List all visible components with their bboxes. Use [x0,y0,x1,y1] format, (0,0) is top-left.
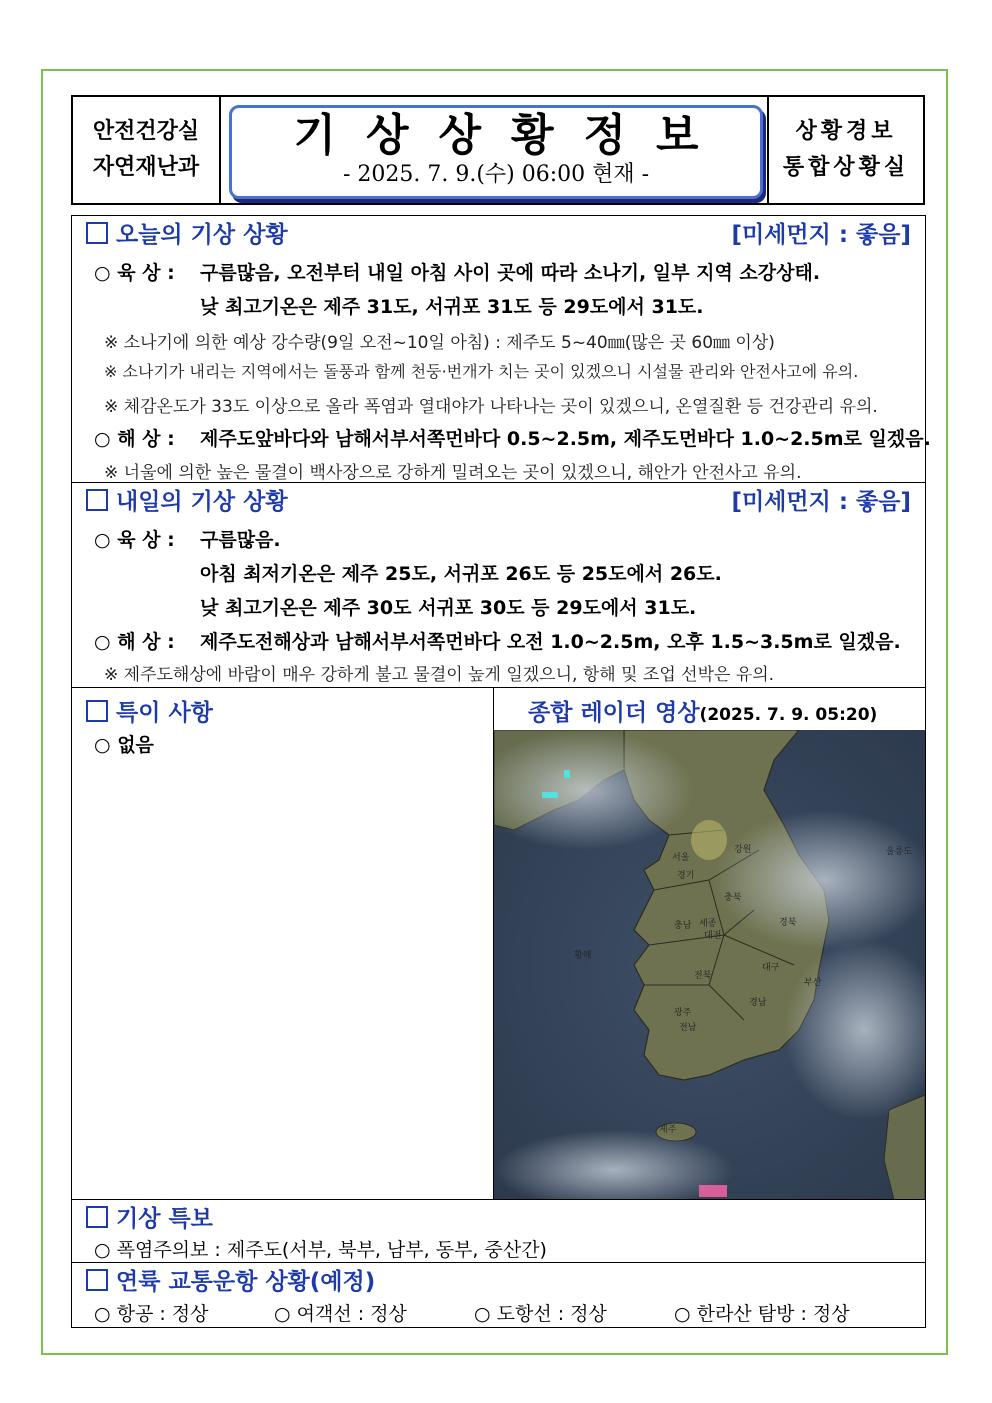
department-line-2: 자연재난과 [92,155,200,180]
radar-time: (2025. 7. 9. 05:20) [699,705,878,725]
map-label-jeonbuk: 전북 [694,971,712,981]
tomorrow-land-line-3: 낮 최고기온은 제주 30도 서귀포 30도 등 29도에서 31도. [200,597,697,619]
checkbox-icon [86,1206,108,1228]
map-label-jeju: 제주 [659,1125,677,1135]
today-heading [86,216,288,249]
today-dust: [미세먼지 : 좋음] [731,222,911,248]
map-label-gwangju: 광주 [674,1008,692,1018]
tomorrow-note: ※ 제주도해상에 바람이 매우 강하게 불고 물결이 높게 일겠으니, 항해 및 조업 선박은 유의. [104,665,775,685]
tomorrow-dust: [미세먼지 : 좋음] [731,489,911,515]
special-item: ○ 없음 [94,734,154,756]
tomorrow-heading [86,483,288,516]
checkbox-icon [86,489,108,511]
today-sea-label: ○ 해 상 : [94,428,175,450]
checkbox-icon [86,1269,108,1291]
today-note-1: ※ 소나기에 의한 예상 강수량(9일 오전~10일 아침) : 제주도 5~40㎜(많은 곳 60㎜ 이상) [104,333,775,353]
today-land-label: ○ 육 상 : [94,262,175,284]
issuing-office [767,97,923,203]
map-label-yellow-sea: 황해 [574,951,592,961]
map-label-gangwon: 강원 [734,845,752,855]
warning-heading [86,1200,213,1233]
map-label-busan: 부산 [804,978,822,988]
traffic-heading-text: 연륙 교통운항 상황(예정) [116,1269,376,1295]
map-label-seoul: 서울 [672,853,690,863]
map-label-chungnam: 충남 [674,921,692,931]
office-line-1: 상황경보 [795,119,897,144]
map-label-gyeongnam: 경남 [749,998,767,1008]
radar-image [494,730,925,1200]
map-label-gyeongbuk: 경북 [779,918,797,928]
radar-title [528,694,877,727]
tomorrow-sea-line: 제주도전해상과 남해서부서쪽먼바다 오전 1.0~2.5m, 오후 1.5~3.5m로 일겠음. [200,631,901,653]
document-header [71,95,925,205]
traffic-item-island-ferry: ○ 도항선 : 정상 [474,1303,607,1325]
department-line-1: 안전건강실 [92,119,200,144]
warning-item: ○ 폭염주의보 : 제주도(서부, 북부, 남부, 동부, 중산간) [94,1239,547,1261]
page-title: 기상상황정보 [293,110,729,161]
traffic-section [71,1262,926,1328]
traffic-item-ferry: ○ 여객선 : 정상 [274,1303,407,1325]
traffic-item-hallasan: ○ 한라산 탐방 : 정상 [674,1303,850,1325]
today-note-3: ※ 체감온도가 33도 이상으로 올라 폭염과 열대야가 나타나는 곳이 있겠으니, 온열질환 등 건강관리 유의. [104,397,878,417]
office-line-2: 통합상황실 [782,155,910,180]
tomorrow-land-line-1: 구름많음. [200,529,281,551]
today-heading-text: 오늘의 기상 상황 [116,222,288,248]
today-section [71,215,931,483]
traffic-item-air: ○ 항공 : 정상 [94,1303,209,1325]
today-sea-line: 제주도앞바다와 남해서부서쪽먼바다 0.5~2.5m, 제주도먼바다 1.0~2.5m로 일겠음. [200,428,931,450]
map-label-ulleungdo: 울릉도 [886,847,913,857]
title-box [229,105,763,199]
map-label-chungbuk: 충북 [724,893,742,903]
today-land-line-1: 구름많음, 오전부터 내일 아침 사이 곳에 따라 소나기, 일부 지역 소강상태. [200,262,821,284]
today-note-2: ※ 소나기가 내리는 지역에서는 돌풍과 함께 천둥·번개가 치는 곳이 있겠으니 시설물 관리와 안전사고에 유의. [104,362,859,381]
map-label-gyeonggi: 경기 [677,871,695,881]
tomorrow-heading-text: 내일의 기상 상황 [116,489,288,515]
map-label-daejeon: 대전 [704,931,722,941]
warning-heading-text: 기상 특보 [116,1206,213,1232]
map-label-jeonnam: 전남 [679,1023,697,1033]
tomorrow-sea-label: ○ 해 상 : [94,631,175,653]
radar-map [494,730,925,1200]
special-heading [86,694,213,727]
radar-heading: 종합 레이더 영상 [528,700,700,726]
traffic-heading [86,1263,375,1296]
warning-section [71,1199,926,1263]
checkbox-icon [86,222,108,244]
tomorrow-land-line-2: 아침 최저기온은 제주 25도, 서귀포 26도 등 25도에서 26도. [200,563,722,585]
report-time: - 2025. 7. 9.(수) 06:00 현재 - [342,162,650,187]
special-heading-text: 특이 사항 [116,700,213,726]
tomorrow-section [71,482,926,688]
department [73,97,221,203]
today-land-line-2: 낮 최고기온은 제주 31도, 서귀포 31도 등 29도에서 31도. [200,296,704,318]
special-radar-section [71,687,926,1200]
tomorrow-land-label: ○ 육 상 : [94,529,175,551]
map-label-daegu: 대구 [762,963,780,973]
today-note-4: ※ 너울에 의한 높은 물결이 백사장으로 강하게 밀려오는 곳이 있겠으니, 해안가 안전사고 유의. [104,463,802,483]
map-label-sejong: 세종 [699,919,717,929]
checkbox-icon [86,700,108,722]
